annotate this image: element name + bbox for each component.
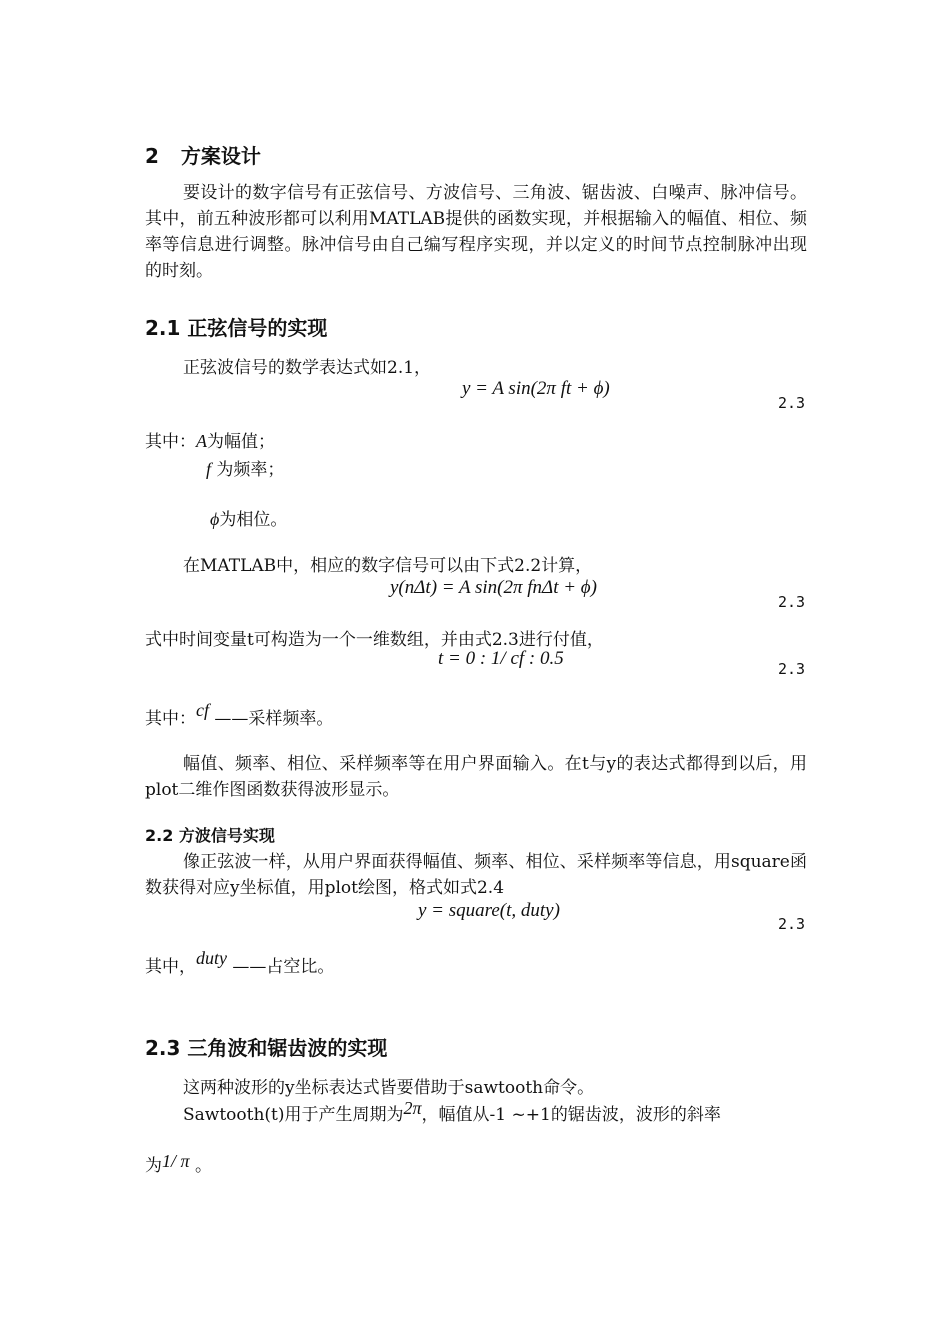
var-amplitude: A bbox=[196, 431, 207, 451]
intro-paragraph: 要设计的数字信号有正弦信号、方波信号、三角波、锯齿波、白噪声、脉冲信号。其中，前五种波形都可以利用MATLAB提供的函数实现，并根据输入的幅值、相位、频率等信息进行调整。脉冲信号由自己编写程序实现，并以定义的时间节点控制脉冲出现的时刻。 bbox=[145, 183, 807, 281]
equation-square: y = square(t, duty) bbox=[418, 900, 560, 921]
text-line: 式中时间变量t可构造为一个一维数组，并由式2.3进行付值， bbox=[145, 630, 604, 650]
var-frequency-line bbox=[206, 456, 284, 483]
subsection-heading-2-2: 2.2 方波信号实现 bbox=[145, 826, 275, 845]
section-number: 2 bbox=[145, 144, 159, 168]
var-phase-desc: 为相位。 bbox=[219, 510, 288, 530]
var-cf: cf bbox=[196, 700, 209, 720]
paragraph-2-2: 像正弦波一样，从用户界面获得幅值、频率、相位、采样频率等信息，用square函数获得对应y坐标值，用plot绘图，格式如式2.4 bbox=[145, 852, 807, 898]
text-line: 这两种波形的y坐标表达式皆要借助于sawtooth命令。 bbox=[183, 1078, 595, 1098]
var-frequency-desc: 为频率； bbox=[216, 460, 285, 480]
var-duty: duty bbox=[196, 948, 227, 968]
equation-discrete-sine: y(nΔt) = A sin(2π fnΔt + ϕ) bbox=[390, 577, 597, 598]
where-block bbox=[145, 428, 275, 455]
var-frequency: f bbox=[206, 459, 212, 479]
subsection-heading-2-3: 2.3 三角波和锯齿波的实现 bbox=[145, 1036, 388, 1060]
section-title: 方案设计 bbox=[180, 144, 261, 168]
var-phase: ϕ bbox=[210, 509, 220, 529]
paragraph-2-1: 幅值、频率、相位、采样频率等在用户界面输入。在t与y的表达式都得到以后，用plot二维作图函数获得波形显示。 bbox=[145, 754, 807, 800]
slope-value: 1/ π bbox=[162, 1151, 190, 1171]
duty-line bbox=[145, 948, 335, 980]
slope-text-a: 为 bbox=[145, 1156, 162, 1176]
duty-desc: ——占空比。 bbox=[232, 957, 335, 977]
text-line: 正弦波信号的数学表达式如2.1， bbox=[183, 358, 432, 378]
two-pi: 2π bbox=[403, 1098, 422, 1118]
sawtooth-text-a: Sawtooth(t)用于产生周期为 bbox=[183, 1105, 404, 1125]
slope-line bbox=[145, 1152, 212, 1179]
slope-text-b: 。 bbox=[194, 1156, 212, 1176]
cf-line bbox=[145, 700, 334, 732]
section-heading bbox=[145, 140, 261, 169]
duty-label: 其中， bbox=[145, 957, 196, 977]
var-phase-line bbox=[210, 506, 287, 533]
sawtooth-text-b: ，幅值从-1 ~+1的锯齿波，波形的斜率 bbox=[421, 1105, 721, 1125]
equation-time-array: t = 0 : 1/ cf : 0.5 bbox=[438, 648, 564, 669]
equation-number: 2.3 bbox=[778, 915, 806, 933]
where-label: 其中： bbox=[145, 432, 196, 452]
sawtooth-line bbox=[183, 1098, 721, 1128]
equation-sine: y = A sin(2π ft + ϕ) bbox=[462, 378, 610, 399]
equation-number: 2.3 bbox=[778, 593, 806, 611]
text-line: 在MATLAB中，相应的数字信号可以由下式2.2计算， bbox=[183, 556, 593, 576]
equation-number: 2.3 bbox=[778, 660, 806, 678]
subsection-heading-2-1: 2.1 正弦信号的实现 bbox=[145, 316, 328, 340]
equation-number: 2.3 bbox=[778, 394, 806, 412]
cf-label: 其中： bbox=[145, 709, 196, 729]
cf-desc: ——采样频率。 bbox=[214, 709, 334, 729]
var-amplitude-desc: 为幅值； bbox=[207, 432, 275, 452]
